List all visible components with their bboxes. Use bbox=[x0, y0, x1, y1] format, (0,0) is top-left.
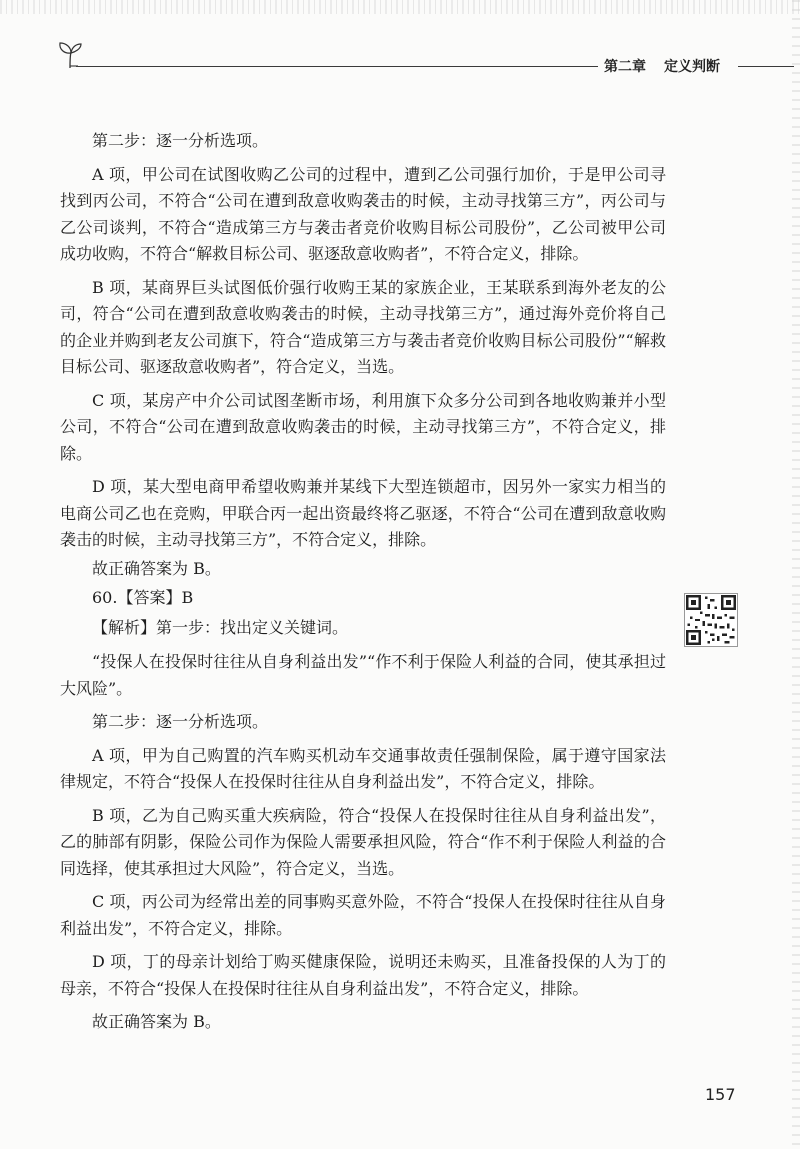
section-label: 定义判断 bbox=[664, 59, 720, 75]
qr-code-icon bbox=[684, 593, 738, 647]
page-number: 157 bbox=[705, 1085, 736, 1104]
scan-noise-top bbox=[0, 0, 800, 14]
paragraph: D 项，某大型电商甲希望收购兼并某线下大型连锁超市，因另外一家实力相当的电商公司乙也在竞购，甲联合丙一起出资最终将乙驱逐，不符合“公司在遭到敌意收购袭击的时候，主动寻找第三方”，不符合定义，排除。 bbox=[60, 477, 666, 549]
paragraph: B 项，乙为自己购买重大疾病险，符合“投保人在投保时往往从自身利益出发”，乙的肺部有阴影，保险公司作为保险人需要承担风险，符合“作不利于保险人利益的合同选择，使其承担过大风险”，符合定义，当选。 bbox=[60, 805, 666, 878]
paragraph: 第二步：逐一分析选项。 bbox=[92, 712, 269, 731]
paragraph: 故正确答案为 B。 bbox=[92, 1012, 221, 1031]
scan-edge-right bbox=[792, 0, 800, 1149]
analysis-heading: 【解析】第一步：找出定义关键词。 bbox=[92, 617, 349, 637]
paragraph: C 项，丙公司为经常出差的同事购买意外险，不符合“投保人在投保时往往从自身利益出发”，不符合定义，排除。 bbox=[60, 892, 666, 938]
paragraph: A 项，甲为自己购置的汽车购买机动车交通事故责任强制保险，属于遵守国家法律规定，不符合“投保人在投保时往往从自身利益出发”，不符合定义，排除。 bbox=[60, 745, 666, 791]
paragraph: 第二步：逐一分析选项。 bbox=[92, 131, 269, 150]
chapter-label: 第二章 bbox=[604, 59, 646, 75]
answer-heading: 60.【答案】B bbox=[92, 588, 194, 607]
running-header bbox=[604, 56, 720, 76]
paragraph: C 项，某房产中介公司试图垄断市场，利用旗下众多分公司到各地收购兼并小型公司，不符合“公司在遭到敌意收购袭击的时候，主动寻找第三方”，不符合定义，排除。 bbox=[60, 390, 666, 463]
header-rule-left bbox=[76, 66, 598, 67]
header-rule-right bbox=[738, 66, 794, 67]
paragraph: D 项，丁的母亲计划给丁购买健康保险，说明还未购买，且准备投保的人为丁的母亲，不符合“投保人在投保时往往从自身利益出发”，不符合定义，排除。 bbox=[60, 952, 666, 998]
paragraph: B 项，某商界巨头试图低价强行收购王某的家族企业，王某联系到海外老友的公司，符合“公司在遭到敌意收购袭击的时候，主动寻找第三方”，通过海外竞价将自己的企业并购到老友公司旗下，符合“造成第三方与袭击者竞价收购目标公司股份”“解救目标公司、驱逐敌意收购者”，符合定义，当选。 bbox=[60, 277, 666, 376]
paragraph: 故正确答案为 B。 bbox=[92, 558, 221, 578]
paragraph: A 项，甲公司在试图收购乙公司的过程中，遭到乙公司强行加价，于是甲公司寻找到丙公司，不符合“公司在遭到敌意收购袭击的时候，主动寻找第三方”，丙公司与乙公司谈判，不符合“造成第三方与袭击者竞价收购目标公司股份”，乙公司被甲公司成功收购，不符合“解救目标公司、驱逐敌意收购者”，不符合定义，排除。 bbox=[60, 164, 666, 263]
paragraph: “投保人在投保时往往从自身利益出发”“作不利于保险人利益的合同，使其承担过大风险”。 bbox=[60, 652, 666, 698]
page-body bbox=[60, 128, 666, 1036]
